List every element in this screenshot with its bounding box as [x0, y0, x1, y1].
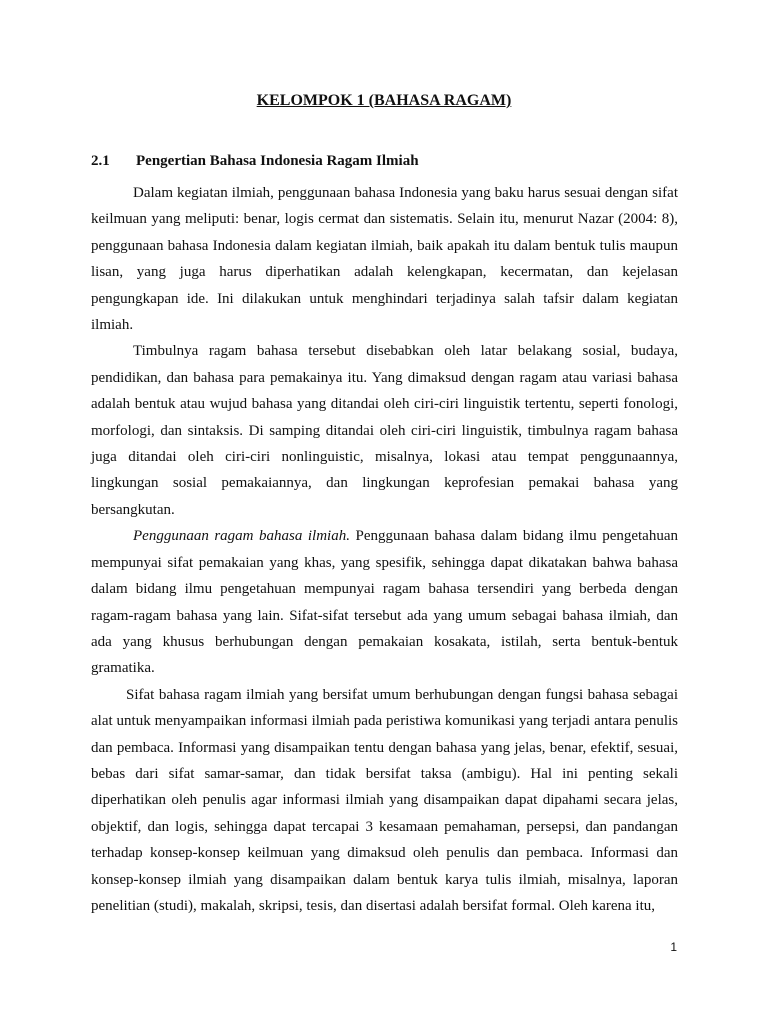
section-heading — [91, 153, 419, 170]
section-number: 2.1 — [91, 153, 110, 169]
paragraph-4: Sifat bahasa ragam ilmiah yang bersifat umum berhubungan dengan fungsi bahasa sebagai alat untuk menyampaikan informasi ilmiah pada peristiwa komunikasi yang terjadi antara penulis dan pembaca. Informasi yang disampaikan tentu dengan bahasa yang jelas, benar, efektif, sesuai, bebas dari sifat samar-samar, dan tidak bersifat taksa (ambigu). Hal ini penting sekali diperhatikan oleh penulis agar informasi ilmiah yang disampaikan dapat dipahami secara jelas, objektif, dan logis, sehingga dapat tercapai 3 kesamaan pemahaman, persepsi, dan pandangan terhadap konsep-konsep keilmuan yang dimaksud oleh penulis dan pembaca. Informasi dan konsep-konsep ilmiah yang disampaikan dalam bentuk karya tulis ilmiah, misalnya, laporan penelitian (studi), makalah, skripsi, tesis, dan disertasi adalah bersifat formal. Oleh karena itu, — [91, 686, 678, 914]
paragraph-3-text: Penggunaan bahasa dalam bidang ilmu pengetahuan mempunyai sifat pemakaian yang khas, yang spesifik, sehingga dapat dikatakan bahwa bahasa dalam bidang ilmu pengetahuan mempunyai ragam bahasa tersendiri yang berbeda dengan ragam-ragam bahasa yang lain. Sifat-sifat tersebut ada yang umum sebagai bahasa ilmiah, dan ada yang khusus berhubungan dengan pemakaian kosakata, istilah, serta bentuk-bentuk gramatika. — [91, 528, 679, 677]
document-title: KELOMPOK 1 (BAHASA RAGAM) — [256, 92, 512, 109]
paragraph-2: Timbulnya ragam bahasa tersebut disebabkan oleh latar belakang sosial, budaya, pendidikan, dan bahasa para pemakainya itu. Yang dimaksud dengan ragam atau variasi bahasa adalah bentuk atau wujud bahasa yang ditandai oleh ciri-ciri linguistik tertentu, seperti fonologi, morfologi, dan sintaksis. Di samping ditandai oleh ciri-ciri linguistik, timbulnya ragam bahasa juga ditandai oleh ciri-ciri nonlinguistic, misalnya, lokasi atau tempat penggunaannya, lingkungan sosial pemakaiannya, dan lingkungan keprofesian pemakai bahasa yang bersangkutan. — [91, 343, 678, 518]
section-heading-text: Pengertian Bahasa Indonesia Ragam Ilmiah — [136, 153, 419, 169]
document-body — [91, 180, 678, 919]
paragraph-3 — [91, 523, 678, 681]
page-number: 1 — [670, 940, 677, 954]
paragraph-1: Dalam kegiatan ilmiah, penggunaan bahasa Indonesia yang baku harus sesuai dengan sifat keilmuan yang meliputi: benar, logis cermat dan sistematis. Selain itu, menurut Nazar (2004: 8), penggunaan bahasa Indonesia dalam kegiatan ilmiah, baik apakah itu dalam bentuk tulis maupun lisan, yang juga harus diperhatikan adalah kelengkapan, kecermatan, dan kejelasan pengungkapan ide. Ini dilakukan untuk menghindari terjadinya salah tafsir dalam kegiatan ilmiah. — [91, 185, 678, 334]
paragraph-3-italic-lead: Penggunaan ragam bahasa ilmiah. — [133, 528, 350, 545]
